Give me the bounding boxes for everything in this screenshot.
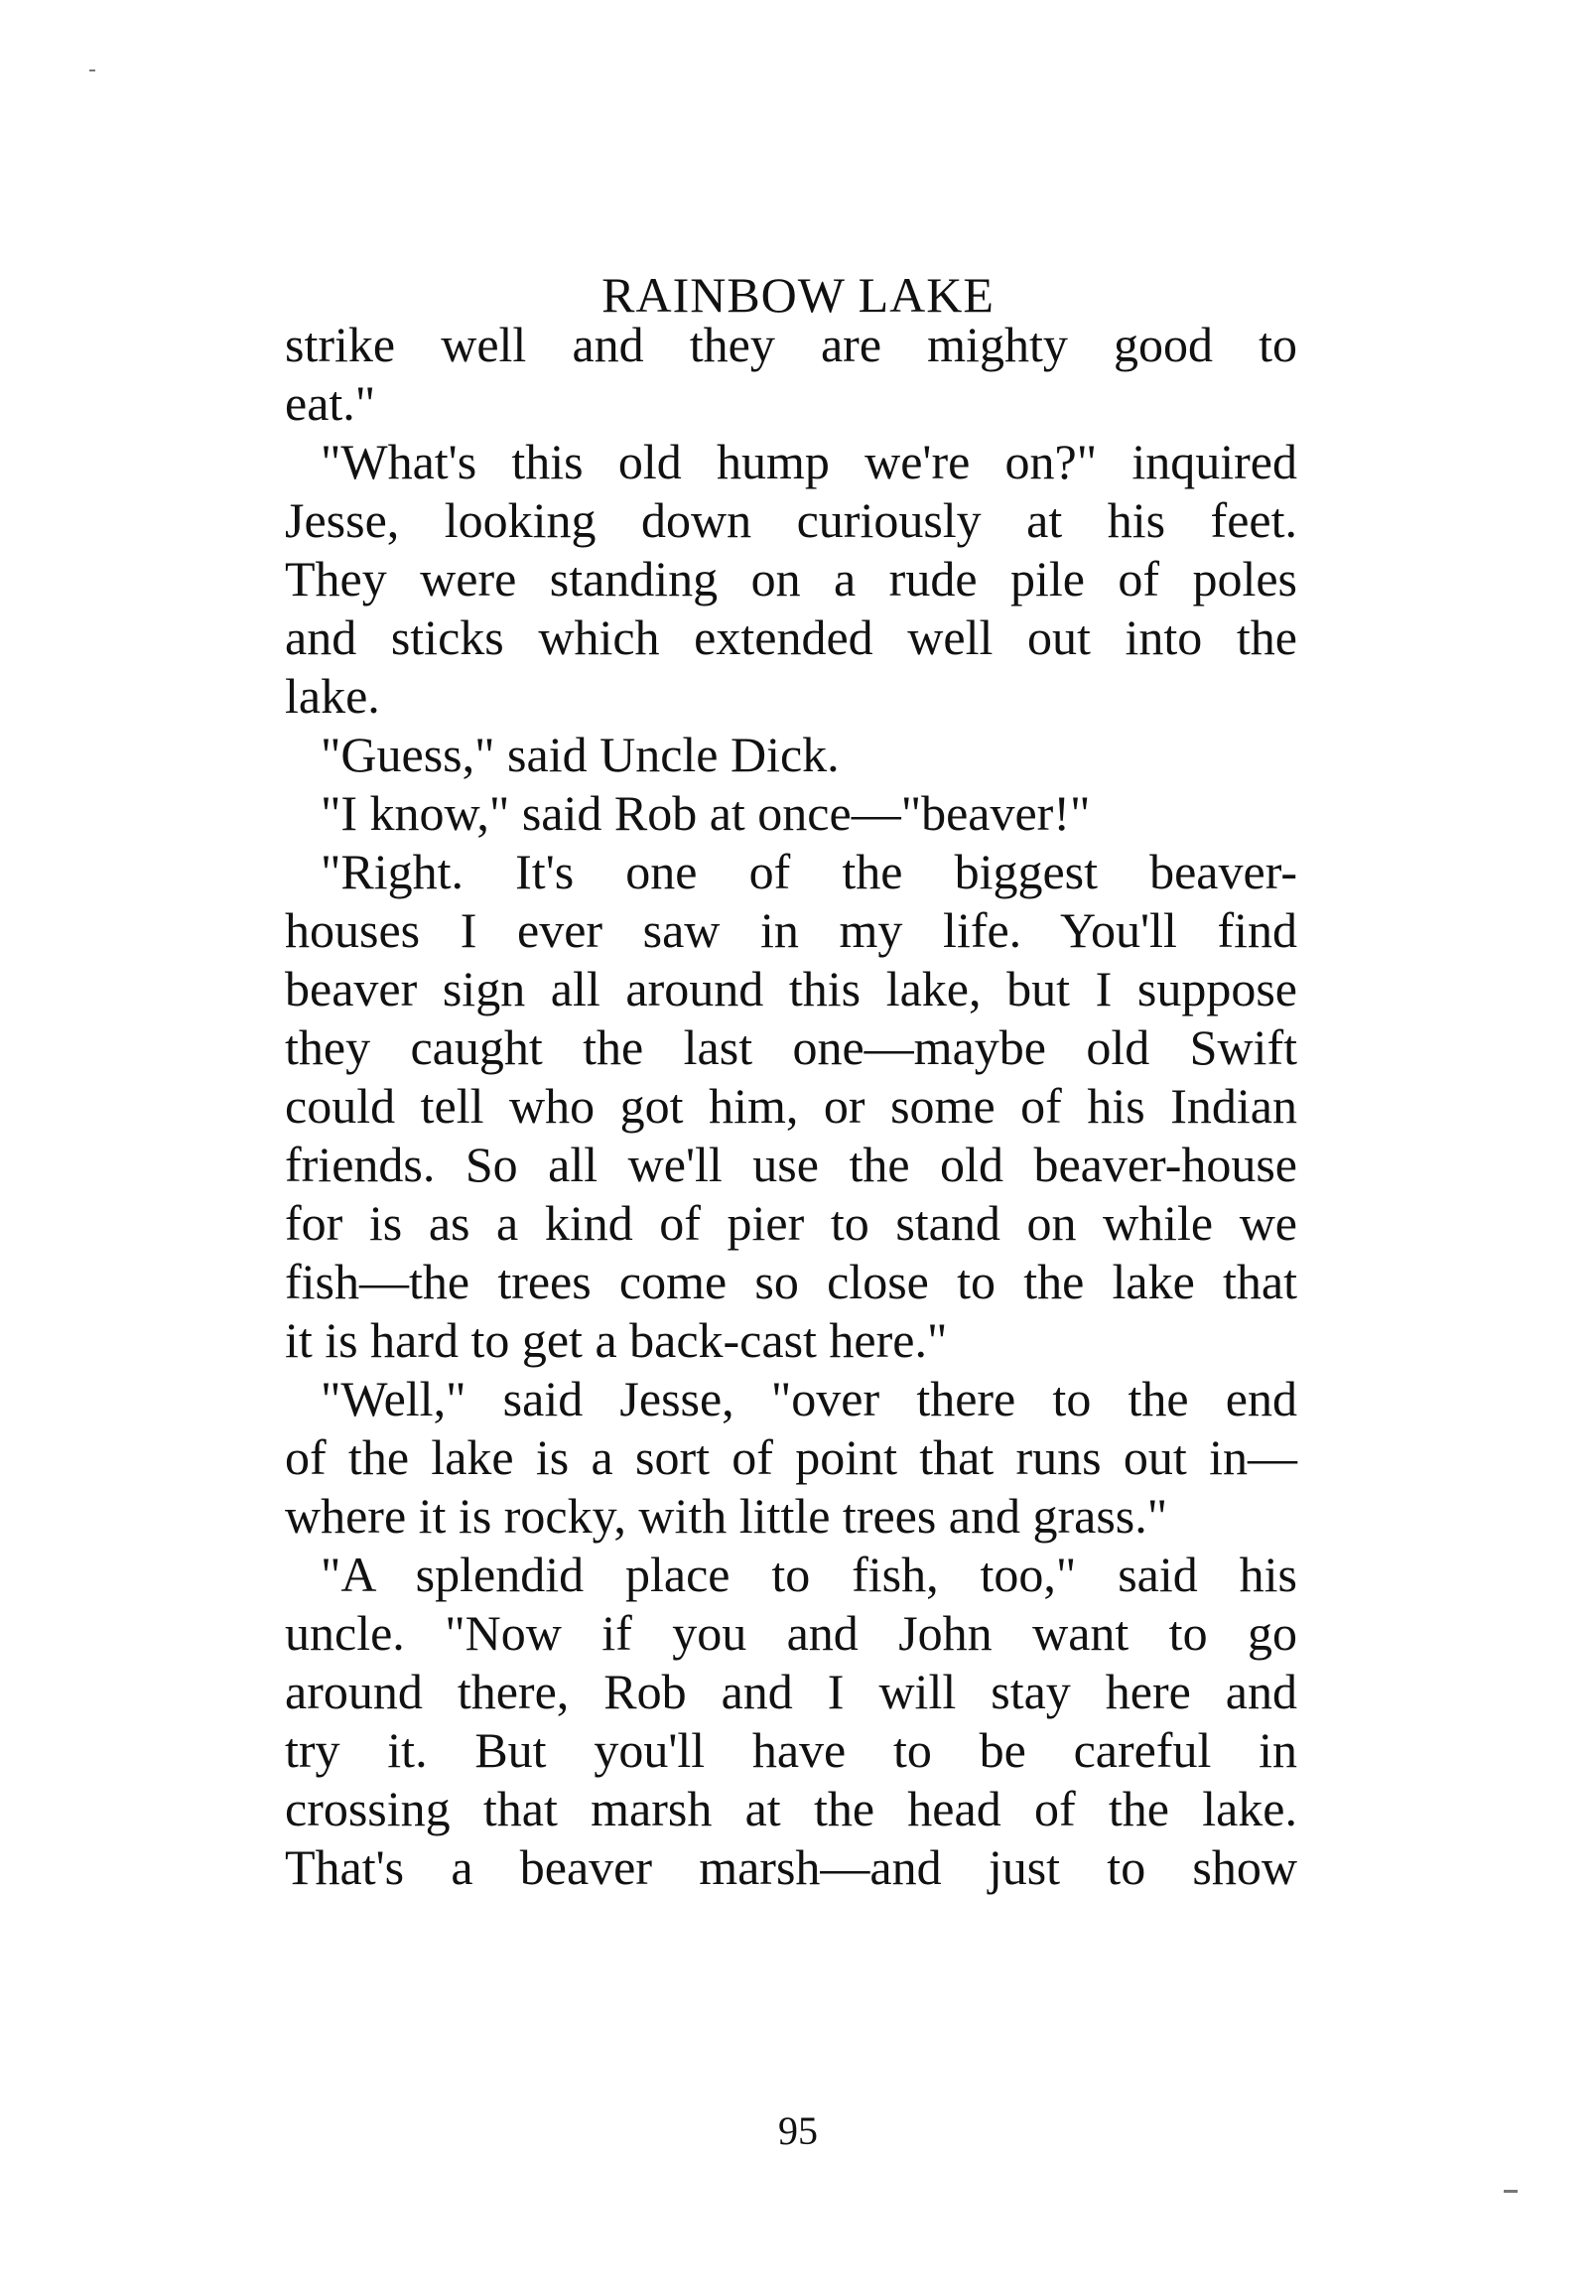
text-line: houses I ever saw in my life. You'll find <box>285 902 1297 958</box>
text-line: for is as a kind of pier to stand on while we <box>285 1195 1297 1251</box>
text-line: where it is rocky, with little trees and grass." <box>285 1488 1168 1544</box>
text-line: around there, Rob and I will stay here and <box>285 1664 1297 1719</box>
text-line: That's a beaver marsh—and just to show <box>285 1839 1297 1895</box>
paragraph <box>285 726 1297 784</box>
text-line: crossing that marsh at the head of the lake. <box>285 1781 1297 1836</box>
text-line: it is hard to get a back-cast here." <box>285 1312 948 1368</box>
text-line: lake. <box>285 668 380 724</box>
text-line: strike well and they are mighty good to <box>285 317 1297 372</box>
text-line: Jesse, looking down curiously at his feet. <box>285 492 1297 548</box>
scan-speck <box>89 69 95 71</box>
text-line: They were standing on a rude pile of poles <box>285 551 1297 607</box>
text-line: "I know," said Rob at once—"beaver!" <box>321 785 1091 841</box>
text-line: they caught the last one—maybe old Swift <box>285 1019 1297 1075</box>
text-line: "Guess," said Uncle Dick. <box>321 727 840 782</box>
text-line: try it. But you'll have to be careful in <box>285 1722 1297 1778</box>
text-line: and sticks which extended well out into the <box>285 609 1297 665</box>
text-line: "What's this old hump we're on?" inquired <box>321 434 1297 489</box>
text-line: uncle. "Now if you and John want to go <box>285 1605 1297 1661</box>
text-line: "Right. It's one of the biggest beaver- <box>321 844 1297 899</box>
body-text <box>285 316 1297 1897</box>
paragraph <box>285 316 1297 433</box>
page-number: 95 <box>778 2108 818 2153</box>
text-line: friends. So all we'll use the old beaver-house <box>285 1137 1297 1192</box>
text-line: eat." <box>285 375 376 431</box>
paragraph <box>285 433 1297 726</box>
paragraph <box>285 1370 1297 1546</box>
paragraph <box>285 1546 1297 1897</box>
text-line: "A splendid place to fish, too," said his <box>321 1547 1297 1602</box>
running-head: RAINBOW LAKE <box>601 267 995 323</box>
text-line: of the lake is a sort of point that runs out in— <box>285 1429 1297 1485</box>
text-line: beaver sign all around this lake, but I suppose <box>285 961 1297 1016</box>
paragraph <box>285 784 1297 843</box>
text-line: fish—the trees come so close to the lake that <box>285 1254 1297 1309</box>
scan-speck <box>1504 2190 1518 2193</box>
paragraph <box>285 843 1297 1370</box>
text-line: could tell who got him, or some of his Indian <box>285 1078 1297 1134</box>
text-line: "Well," said Jesse, "over there to the end <box>321 1371 1297 1426</box>
